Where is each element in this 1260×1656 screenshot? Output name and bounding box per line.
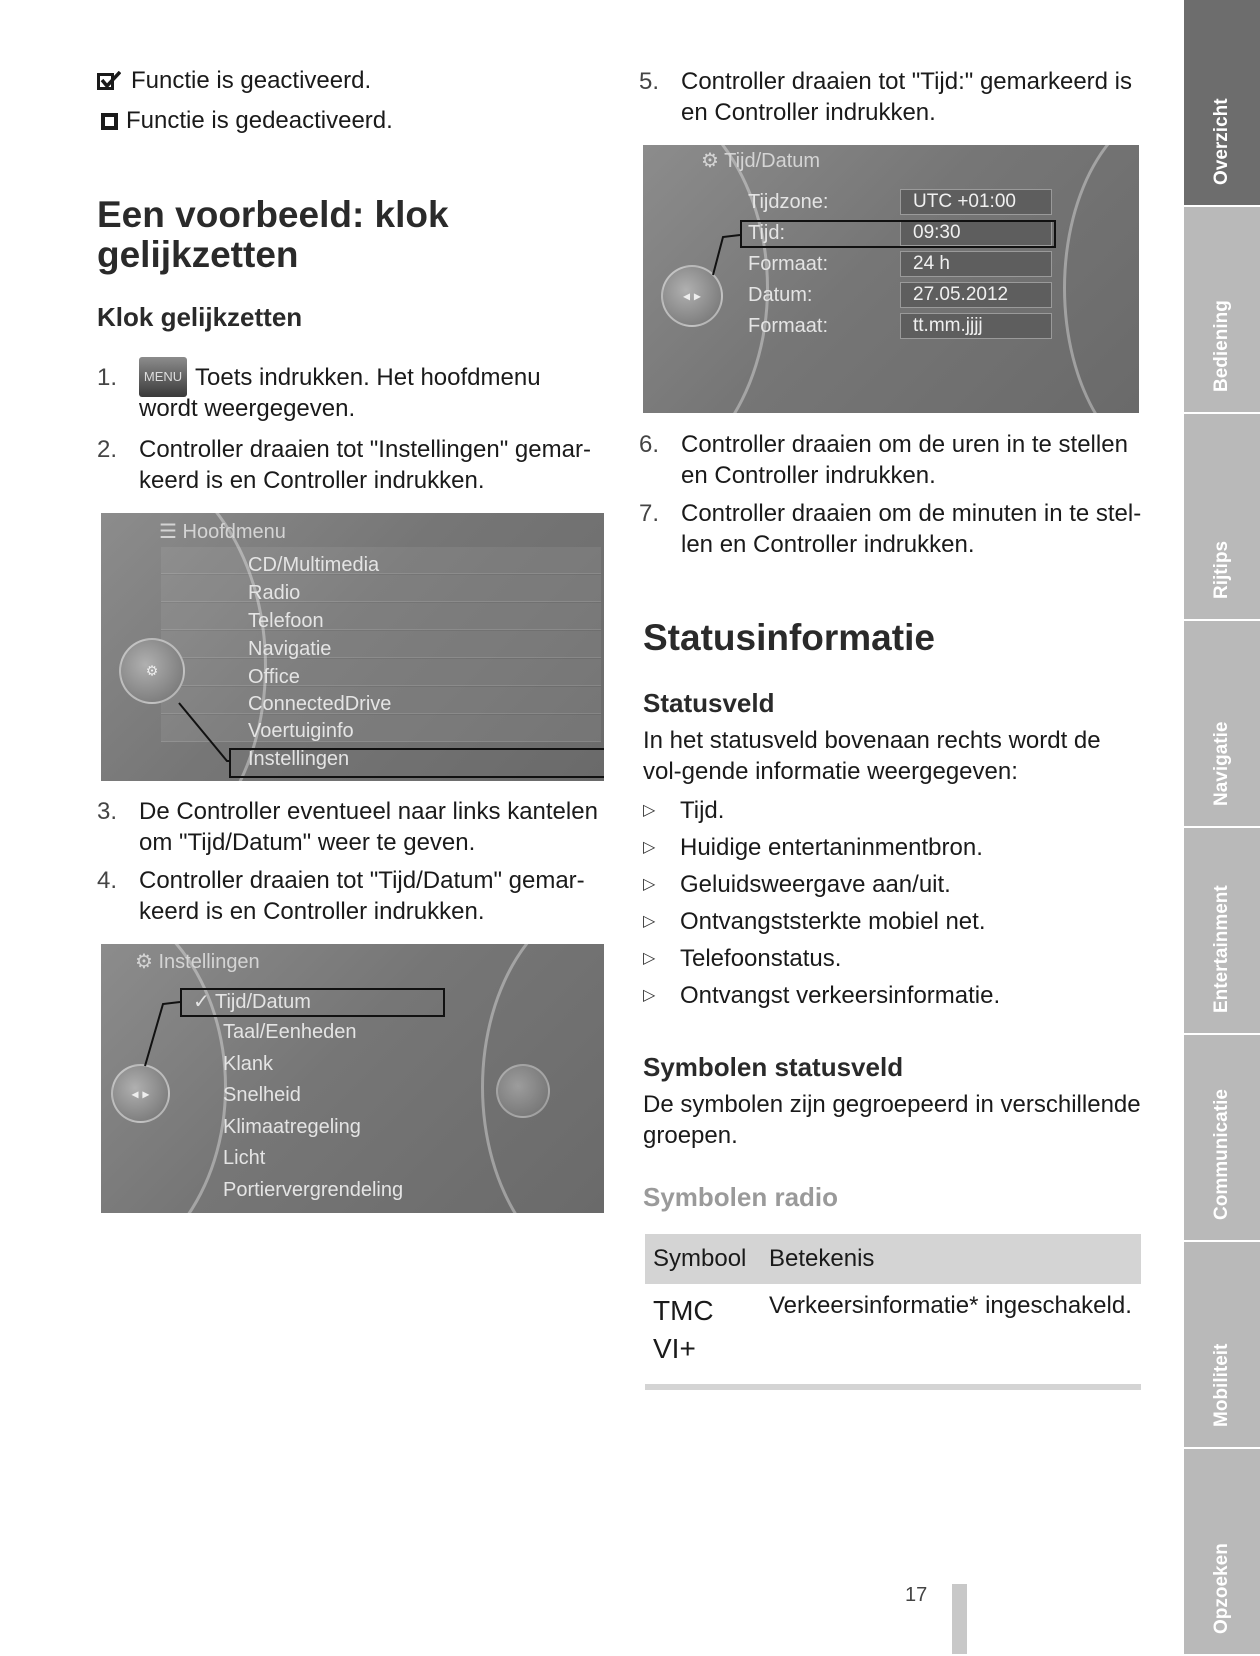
step-4: 4. Controller draaien tot "Tijd/Datum" gemar-keerd is en Controller indrukken.	[97, 867, 585, 925]
settings-item: Taal/Eenheden	[223, 1021, 357, 1043]
legend-deactivated-text: Functie is gedeactiveerd.	[126, 107, 393, 134]
controller-knob-icon: ◂ ▸	[111, 1064, 170, 1123]
checkbox-empty-icon	[101, 113, 118, 130]
clock-gear-icon: ⚙	[701, 150, 719, 172]
triangle-bullet-icon: ▷	[643, 802, 656, 819]
symbol-meaning: Verkeersinformatie* ingeschakeld.	[769, 1292, 1132, 1319]
screenshot-instellingen	[101, 944, 604, 1213]
table-header-symbool: Symbool	[645, 1234, 761, 1284]
subheading-symbolen-statusveld: Symbolen statusveld	[643, 1052, 904, 1082]
tab-bediening[interactable]: Bediening	[1184, 207, 1260, 414]
menu-item-selected: Instellingen	[248, 748, 350, 770]
triangle-bullet-icon: ▷	[643, 950, 656, 967]
symbol-table	[645, 1234, 1141, 1390]
subheading-statusveld: Statusveld	[643, 688, 775, 718]
hoofdmenu-title: ☰ Hoofdmenu	[159, 521, 286, 543]
settings-item: Portiervergrendeling	[223, 1179, 404, 1201]
section-heading-statusinformatie: Statusinformatie	[643, 617, 935, 658]
time-row-value-selected: 09:30	[900, 220, 1052, 246]
step-5: 5. Controller draaien tot "Tijd:" gemarkeerd is en Controller indrukken.	[639, 68, 1133, 126]
list-icon: ☰	[159, 521, 177, 543]
time-row-value: tt.mm.jjjj	[900, 313, 1052, 339]
time-row-value: 24 h	[900, 251, 1052, 277]
time-row-value: 27.05.2012	[900, 282, 1052, 308]
symbol-vi-plus: VI+	[653, 1333, 696, 1364]
tab-rijtips[interactable]: Rijtips	[1184, 414, 1260, 621]
pointer-line	[101, 513, 604, 781]
menu-item: Navigatie	[248, 638, 332, 660]
menu-item: CD/Multimedia	[248, 554, 380, 576]
settings-item: Klimaatregeling	[223, 1116, 361, 1138]
status-bullet-list	[643, 792, 1143, 1014]
legend-deactivated	[97, 107, 393, 135]
step-3: 3. De Controller eventueel naar links kantelen om "Tijd/Datum" weer te geven.	[97, 798, 598, 856]
time-row-label: Datum:	[748, 284, 813, 306]
list-item: ▷ Huidige entertaninmentbron.	[643, 829, 1143, 866]
tab-entertainment[interactable]: Entertainment	[1184, 828, 1260, 1035]
screenshot-hoofdmenu	[101, 513, 604, 781]
instellingen-title: ⚙ Instellingen	[135, 951, 260, 973]
step-1: 1. MENU Toets indrukken. Het hoofdmenu wordt weergegeven.	[97, 348, 597, 424]
list-item: ▷ Ontvangststerkte mobiel net.	[643, 903, 1143, 940]
menu-item: Radio	[248, 582, 301, 604]
page-number: 17	[905, 1584, 928, 1606]
list-item: ▷ Tijd.	[643, 792, 1143, 829]
menu-item: Telefoon	[248, 610, 324, 632]
tab-overzicht[interactable]: Overzicht	[1184, 0, 1260, 207]
step-7: 7. Controller draaien om de minuten in te stel-len en Controller indrukken.	[639, 500, 1142, 558]
section-heading-example: Een voorbeeld: klok gelijkzetten	[97, 194, 449, 275]
list-item: ▷ Ontvangst verkeersinformatie.	[643, 977, 1143, 1014]
tab-mobiliteit[interactable]: Mobiliteit	[1184, 1242, 1260, 1449]
tab-communicatie[interactable]: Communicatie	[1184, 1035, 1260, 1242]
settings-item: Licht	[223, 1147, 266, 1169]
check-icon: ✓	[193, 991, 210, 1013]
menu-item: Voertuiginfo	[248, 720, 354, 742]
pointer-line	[643, 145, 1139, 413]
subheading-klok: Klok gelijkzetten	[97, 302, 303, 332]
time-row-value: UTC +01:00	[900, 189, 1052, 215]
step-6: 6. Controller draaien om de uren in te stellen en Controller indrukken.	[639, 431, 1128, 489]
controller-knob-icon: ◂ ▸	[661, 265, 723, 327]
list-item: ▷ Geluidsweergave aan/uit.	[643, 866, 1143, 903]
table-bottom-rule	[645, 1384, 1141, 1390]
legend-activated-text: Functie is geactiveerd.	[131, 67, 372, 94]
settings-item-selected: ✓ Tijd/Datum	[193, 991, 311, 1013]
time-row-label: Tijdzone:	[748, 191, 829, 213]
time-row-label-selected: Tijd:	[748, 222, 786, 244]
symbolen-paragraph: De symbolen zijn gegroepeerd in verschillende groepen.	[643, 1091, 1141, 1149]
checkbox-checked-icon	[97, 71, 121, 91]
legend-activated	[97, 67, 371, 95]
settings-item: Snelheid	[223, 1084, 301, 1106]
menu-item: Office	[248, 666, 300, 688]
triangle-bullet-icon: ▷	[643, 876, 656, 893]
pointer-line	[101, 944, 604, 1213]
table-header-betekenis: Betekenis	[761, 1234, 1141, 1284]
list-item: ▷ Telefoonstatus.	[643, 940, 1143, 977]
table-row	[645, 1284, 1141, 1368]
gear-icon: ⚙	[135, 951, 153, 973]
tijd-datum-title: ⚙ Tijd/Datum	[701, 150, 821, 172]
triangle-bullet-icon: ▷	[643, 987, 656, 1004]
settings-item: Klank	[223, 1053, 274, 1075]
time-row-label: Formaat:	[748, 315, 829, 337]
screenshot-tijd-datum	[643, 145, 1139, 413]
symbol-tmc: TMC	[653, 1295, 714, 1326]
triangle-bullet-icon: ▷	[643, 913, 656, 930]
time-row-label: Formaat:	[748, 253, 829, 275]
tab-navigatie[interactable]: Navigatie	[1184, 621, 1260, 828]
step-2: 2. Controller draaien tot "Instellingen" gemar-keerd is en Controller indrukken.	[97, 436, 591, 494]
triangle-bullet-icon: ▷	[643, 839, 656, 856]
menu-item: ConnectedDrive	[248, 693, 392, 715]
menu-key-icon: MENU	[139, 357, 187, 397]
tab-opzoeken[interactable]: Opzoeken	[1184, 1449, 1260, 1656]
page-number-bar	[952, 1584, 967, 1654]
controller-knob-icon: ⚙	[119, 638, 185, 704]
subheading-symbolen-radio: Symbolen radio	[643, 1182, 839, 1212]
statusveld-paragraph: In het statusveld bovenaan rechts wordt de vol-gende informatie weergegeven:	[643, 727, 1101, 785]
